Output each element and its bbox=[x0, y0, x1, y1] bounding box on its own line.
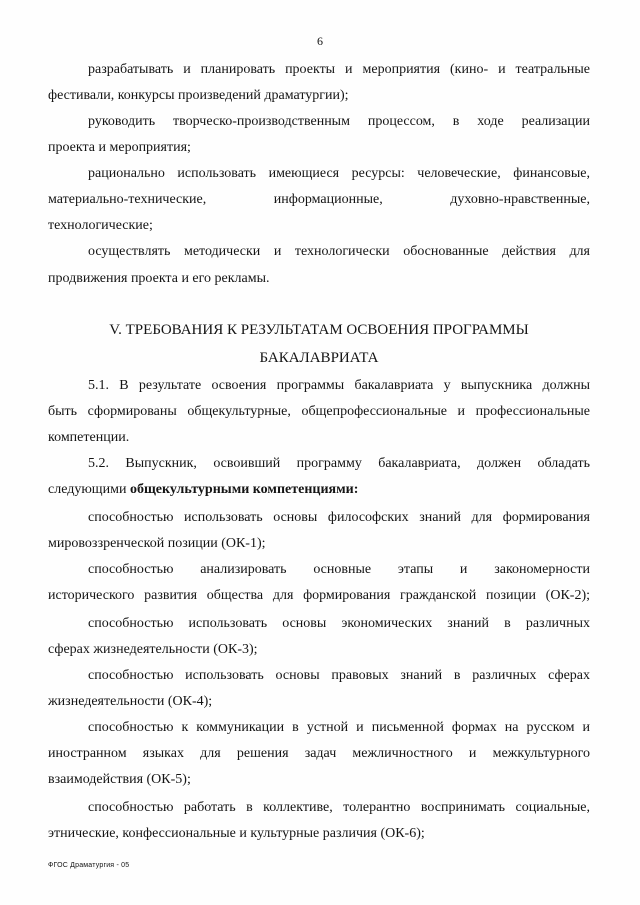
page-number: 6 bbox=[317, 34, 323, 48]
section-heading: БАКАЛАВРИАТА bbox=[259, 350, 379, 366]
text-line: способностью анализировать основные этапы и закономерности bbox=[88, 562, 590, 577]
text-line: фестивали, конкурсы произведений драматургии); bbox=[48, 88, 349, 103]
text-line: жизнедеятельности (ОК-4); bbox=[48, 694, 213, 709]
page-footer: ФГОС Драматургия - 05 bbox=[48, 862, 130, 869]
text-line: сферах жизнедеятельности (ОК-3); bbox=[48, 642, 258, 657]
text-line: способностью использовать основы правовых знаний в различных сферах bbox=[88, 668, 590, 683]
text-line: способностью работать в коллективе, толерантно воспринимать социальные, bbox=[88, 800, 590, 815]
text-fragment: следующими bbox=[48, 482, 130, 497]
text-line bbox=[48, 482, 590, 498]
text-line: разрабатывать и планировать проекты и мероприятия (кино- и театральные bbox=[88, 62, 590, 77]
text-line: продвижения проекта и его рекламы. bbox=[48, 271, 270, 286]
text-line: способностью использовать основы философских знаний для формирования bbox=[88, 510, 590, 525]
text-line: 5.2. Выпускник, освоивший программу бакалавриата, должен обладать bbox=[88, 456, 590, 471]
text-line: быть сформированы общекультурные, общепрофессиональные и профессиональные bbox=[48, 404, 590, 419]
text-line: компетенции. bbox=[48, 430, 130, 445]
text-line: способностью к коммуникации в устной и письменной формах на русском и bbox=[88, 720, 590, 735]
text-line: этнические, конфессиональные и культурные различия (ОК-6); bbox=[48, 826, 425, 841]
text-line: осуществлять методически и технологически обоснованные действия для bbox=[88, 244, 590, 259]
bold-term: общекультурными компетенциями: bbox=[129, 482, 359, 497]
text-line: иностранном языках для решения задач межличностного и межкультурного bbox=[48, 746, 590, 761]
text-line: рационально использовать имеющиеся ресурсы: человеческие, финансовые, bbox=[88, 166, 590, 181]
text-line: проекта и мероприятия; bbox=[48, 140, 191, 155]
text-line: руководить творческо-производственным процессом, в ходе реализации bbox=[88, 114, 590, 129]
text-line: 5.1. В результате освоения программы бакалавриата у выпускника должны bbox=[88, 378, 590, 393]
text-line: мировоззренческой позиции (ОК-1); bbox=[48, 536, 266, 551]
text-line: материально-технические, информационные, духовно-нравственные, bbox=[48, 192, 590, 207]
text-line: исторического развития общества для формирования гражданской позиции (ОК-2); bbox=[48, 588, 590, 603]
text-line: технологические; bbox=[48, 218, 153, 233]
text-line: способностью использовать основы экономических знаний в различных bbox=[88, 616, 590, 631]
text-line: взаимодействия (ОК-5); bbox=[48, 772, 191, 787]
section-heading: V. ТРЕБОВАНИЯ К РЕЗУЛЬТАТАМ ОСВОЕНИЯ ПРОГРАММЫ bbox=[109, 322, 529, 338]
